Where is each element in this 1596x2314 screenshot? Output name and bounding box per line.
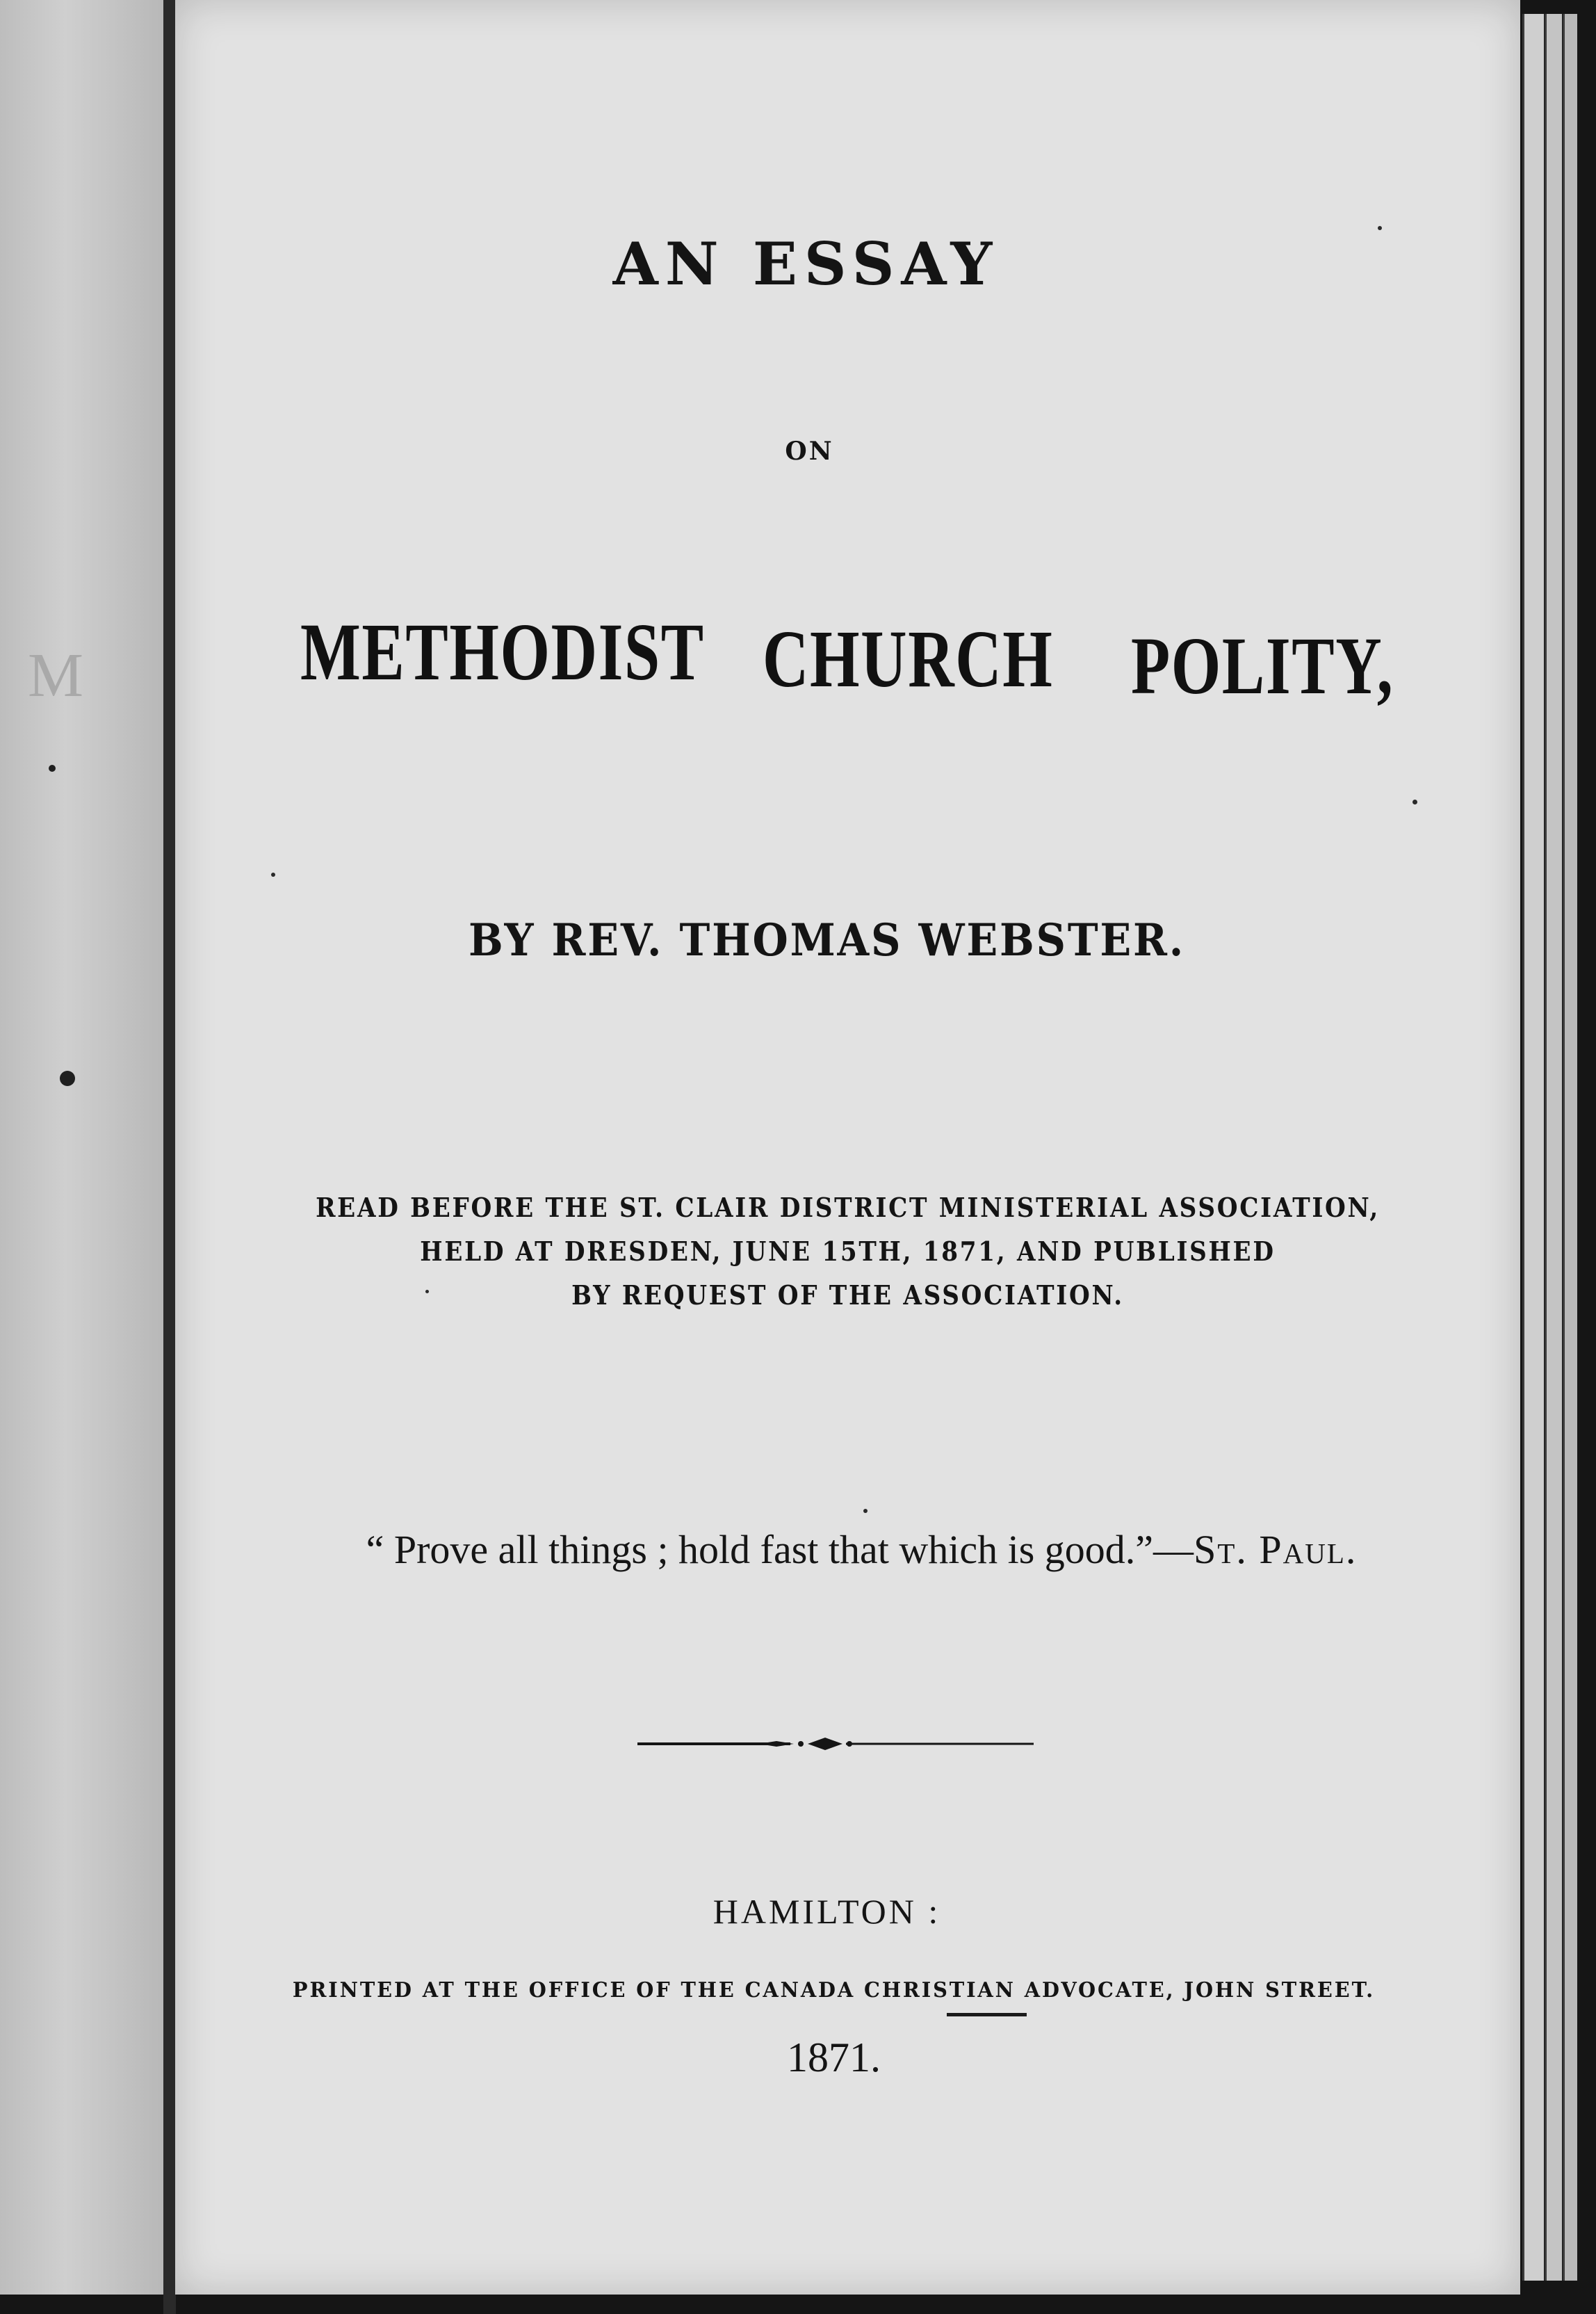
- epigraph-attribution: St. Paul.: [1194, 1527, 1358, 1572]
- binding-gutter: [163, 0, 176, 2314]
- page-edge-strip: [1545, 14, 1562, 2281]
- occasion-line: READ BEFORE THE ST. CLAIR DISTRICT MINISTERIAL ASSOCIATION,: [316, 1192, 1380, 1223]
- page-edge-strip: [1563, 14, 1577, 2281]
- bleed-through-mark: M: [28, 641, 84, 710]
- ink-speck: [1378, 226, 1382, 230]
- title-word-polity: POLITY,: [1131, 620, 1394, 711]
- title-word-church: CHURCH: [763, 613, 1054, 704]
- author-byline: BY REV. THOMAS WEBSTER.: [469, 914, 1185, 966]
- imprint-printer: PRINTED AT THE OFFICE OF THE CANADA CHRISTIAN ADVOCATE, JOHN STREET.: [292, 1978, 1376, 2002]
- page-edge-strip: [1522, 14, 1544, 2281]
- ink-dot: [60, 1071, 75, 1086]
- title-line-on: ON: [785, 437, 834, 466]
- imprint-place: HAMILTON :: [712, 1892, 941, 1931]
- title-line-an-essay: AN ESSAY: [612, 229, 1000, 298]
- occasion-line: BY REQUEST OF THE ASSOCIATION.: [571, 1279, 1124, 1311]
- ink-speck: [271, 873, 275, 877]
- epigraph-text: “ Prove all things ; hold fast that which is good.”—: [366, 1527, 1194, 1572]
- ink-speck: [1412, 800, 1417, 804]
- occasion-note: [243, 1186, 1454, 1317]
- title-page: [175, 0, 1520, 2295]
- main-title: [300, 598, 1412, 709]
- title-word-methodist: METHODIST: [300, 606, 705, 697]
- ink-speck: [425, 1290, 429, 1293]
- imprint-rule: [947, 2013, 1027, 2016]
- ink-dot: [49, 765, 56, 772]
- left-facing-page-edge: [0, 0, 163, 2295]
- occasion-line: HELD AT DRESDEN, JUNE 15TH, 1871, AND PUBLISHED: [420, 1236, 1276, 1267]
- epigraph: [189, 1526, 1534, 1573]
- ink-speck: [863, 1509, 868, 1513]
- ornamental-rule: [637, 1723, 1034, 1765]
- imprint-year: 1871.: [787, 2034, 881, 2080]
